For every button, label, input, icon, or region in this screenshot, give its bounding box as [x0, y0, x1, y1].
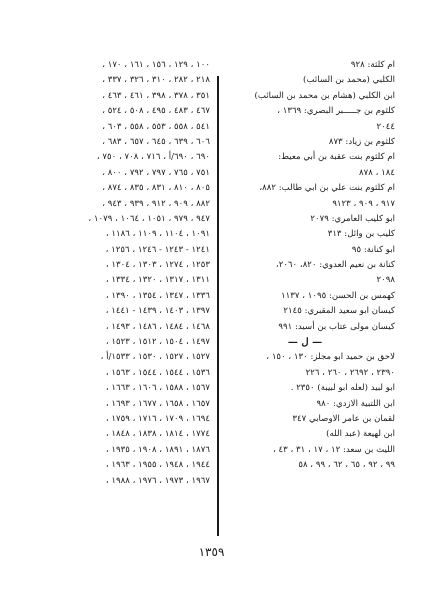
index-entry-line: كيسان مولى عتاب بن أسيد: ٩٩١	[278, 321, 395, 332]
index-entry-line: ١٥٦٧ ، ١٥٨٨ ، ١٦٠٦ ، ١٦٦٣ ،	[105, 383, 210, 394]
index-entry-line: ١٤٦٨ ، ١٤٨٤ ، ١٤٨٦ ، ١٤٩٣ ،	[105, 321, 210, 332]
index-entry-line: كنانة بن نعيم العدوي: ٨٢٠، ٢٠٦٠،	[275, 260, 395, 271]
index-entry-line: ١٨٤ ، ٨٧٨	[359, 167, 395, 178]
index-entry-line: ١٩٦٧ ، ١٩٧٣ ، ١٩٧٦ ، ١٩٨٨ ،	[105, 475, 210, 486]
index-entry-line: ٢٠٩٨	[376, 275, 395, 286]
index-entry-line: ابن الكلبي (هشام بن محمد بن السائب)	[254, 90, 395, 101]
index-entry-line: ١٠٩١ ، ١١٠٤ ، ١١٠٩ ، ١١٨٦ ،	[105, 229, 210, 240]
index-entry-line: ابو كليب العامري: ٢٠٧٩	[310, 213, 395, 224]
index-entry-line: ٦٠٦ ، ٦٣٩ ، ٦٤٥ ، ٦٥٧ ، ٦٨٣ ،	[102, 136, 210, 147]
index-entry-line: ٩٩ ، ٩٢ ، ٦٥ ، ٦٢ ، ٩٩ ، ٥٨	[298, 460, 395, 471]
index-entry-line: ١٦٥٧ ، ١٦٥٨ ، ١٦٧٧ ، ١٦٩٣ ،	[105, 398, 210, 409]
index-entry-line: ١٠٠ ، ١٢٩ ، ١٥٦ ، ١٦١ ، ١٧٠ ،	[102, 60, 210, 70]
index-entry-line: ١٣٣٦ ، ١٣٤٧ ، ١٣٥٤ ، ١٣٩٠ ،	[105, 290, 210, 301]
index-entry-line: كيسان ابو سعيد المقبري: ٢١٤٥	[283, 306, 395, 317]
index-entry-line: ١٣١١ ، ١٣١٧ ، ١٣٢٠ ، ١٣٣٤ ،	[105, 275, 210, 286]
index-entry-line: ٩٤٧ ، ٩٧٩ ، ١٠٥١ ، ١٠٦٤ ، ١٠٧٩ ،	[88, 213, 210, 224]
index-entry-line: لقمان بن عامر الاوصابي ٣٤٧	[292, 413, 395, 424]
index-entry-line: ٥٤١ ، ٥٥٨ ، ٥٥٣ ، ٥٥٨ ، ٦٠٣ ،	[102, 121, 210, 132]
right-column	[215, 58, 395, 474]
index-entry-line: ٢٣٩٠ ، ٢٦٩٢ ، ٢٦٠ ، ٢٢٦	[305, 367, 395, 378]
index-entry-line: ٨٠٥ ، ٨١٠ ، ٨٣١ ، ٨٣٥ ، ٨٧٤ ،	[102, 183, 210, 194]
column-divider	[217, 76, 219, 536]
index-entry-line: ١٥٣٦ ، ١٥٤٤ ، ١٥٤٤ ، ١٥٦٣ ،	[105, 367, 210, 378]
index-entry-line: ١٨٧٦ ، ١٨٩١ ، ١٩٠٨ ، ١٩٣٥ ،	[105, 444, 210, 455]
index-entry-line: ١٧٧٤ ، ١٨١٤ ، ١٨٣٨ ، ١٨٤٨ ،	[105, 429, 210, 440]
index-entry-line: ٣٥١ ، ٣٧٨ ، ٣٩٨ ، ٤٦١ ، ٤٦٣ ،	[102, 90, 210, 101]
index-entry-line: كهمس بن الحسن: ١٠٩٥ ، ١١٣٧	[281, 290, 395, 301]
index-entry-line: ابو كنانة: ٩٥	[351, 244, 395, 255]
index-entry-line: ٢٠٤٤	[376, 121, 395, 132]
index-entry-line: ٨٨٢ ، ٩٠٩ ، ٩١٢ ، ٩٣٩ ، ٩٤٣ ،	[102, 198, 210, 209]
index-entry-line: ام كلثوم بنت عقبة بن أبي معيط:	[278, 152, 395, 163]
index-entry-line: الليث بن سعد: ١٢ ، ١٧ ، ٣١ ، ٤٣ ،	[273, 444, 395, 455]
index-entry-line: ١٦٩٤ ، ١٧٠٩ ، ١٧١٦ ، ١٧٥٩ ،	[105, 413, 210, 424]
index-entry-line: ١٣٩٧ ، ١٤٠٣ ، ١٤٣٩ - ١٤٤١ ،	[105, 306, 210, 317]
index-entry-line: ١٢٥٣ ، ١٢٧٤ ، ١٣٠٣ ، ١٣٠٤ ،	[105, 260, 210, 271]
index-entry-line: ام كلثة: ٩٢٨	[350, 60, 395, 70]
index-entry-line: ابو لبيد (لعله ابو لبيبة) ٢٣٥٠ .	[290, 383, 395, 394]
index-entry-line: ٧٥١ ، ٧٦٥ ، ٧٩٧ ، ٧٩٢ ، ٨٠٠ ،	[102, 167, 210, 178]
index-entry-line: ١٢٤١ - ١٢٤٣ - ١٢٤٦ ، ١٢٥٦ ،	[105, 244, 210, 255]
index-entry-line: كلثوم بن زياد: ٨٧٣	[328, 136, 395, 147]
index-entry-line: ٢١٨ ، ٢٨٢ ، ٣١٠ ، ٣٢٦ ، ٣٣٧ ،	[102, 75, 210, 86]
index-entry-line: كلثوم بن جـــــبر البصري: ١٣٦٩ ،	[277, 106, 395, 117]
page-number: ١٣٥٩	[198, 545, 225, 559]
index-entry-line: كليب بن وائل: ٣١٣	[327, 229, 395, 240]
index-entry-line: ١٤٩٧ ، ١٥٠٤ ، ١٥١٢ ، ١٥٢٣ ،	[105, 337, 210, 348]
index-entry-line: ١٥٢٧ ، ١٥٢٧ ، ١٥٣٠ ، ١٥٣٣/أ ،	[100, 352, 210, 363]
index-entry-line: ام كلثوم بنت علي بن ابي طالب: ٨٨٢،	[259, 183, 395, 194]
left-column	[44, 58, 210, 489]
index-entry-line: ١٩٤٤ ، ١٩٤٨ ، ١٩٥٥ ، ١٩٦٣ ،	[105, 460, 210, 471]
section-heading: — ل —	[287, 337, 323, 349]
index-entry-line: الكلبي (محمد بن السائب)	[303, 75, 395, 86]
index-entry-line: ٩١٧ ، ٩٠٩ ، ٩١٢٣	[332, 198, 395, 209]
index-entry-line: لاحق بن حميد ابو مجلز: ١٣٠ ، ١٥٠ ،	[266, 352, 395, 363]
index-entry-line: ٤٦٧ ، ٤٨٣ ، ٤٩٥ ، ٥٠٨ ، ٥٢٤ ،	[102, 106, 210, 117]
index-entry-line: ٦٩٠ ، ٦٩٠/أ ، ٧١٦ ، ٧٠٨ ، ٧٥٠ ،	[96, 152, 210, 163]
index-entry-line: ابن لهيعة (عبد الله)	[326, 429, 395, 440]
index-entry-line: ابن اللتبية الازدي: ٩٨٠	[316, 398, 395, 409]
